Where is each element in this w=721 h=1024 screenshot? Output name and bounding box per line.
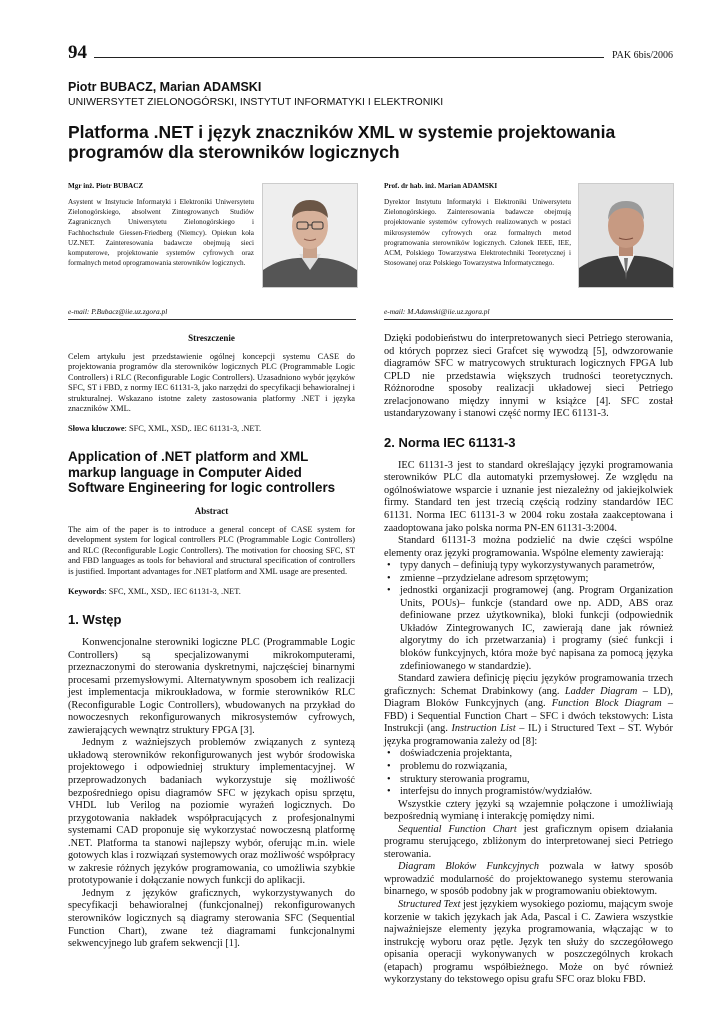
section1-body [68, 637, 355, 951]
section2-p4: Wszystkie cztery języki są wzajemnie połączone i umożliwiają bezpośrednią wymianę i interakcję pomiędzy nimi. [384, 798, 673, 823]
section2-p1: IEC 61131-3 jest to standard określający języki programowania sterowników PLC dla automatyki przemysłowej. Ze względu na ogólnoświatowe wsparcie i uznanie jest niezależny od jakiejkolwiek firmy. Standard ten jest trzecią częścią rodziny standardów IEC 61131. Norma IEC 61131-3 w 2004 roku została zaakceptowana i zaadoptowana jako polska norma PN-EN 61131-3:2004. [384, 459, 673, 534]
list-item: • typy danych – definiują typy wykorzystywanych parametrów, [400, 560, 673, 573]
text-run-italic: Instruction List [451, 723, 516, 735]
streszczenie-text: Celem artykułu jest przedstawienie ogólnej koncepcji systemu CASE do projektowania programów dla sterowników logicznych PLC (Programmable Logic Controllers) i RLC (Reconfigurable Logic Controllers). Uzasadniono wybór języków SFC, ST i FBD, z normy IEC 61131-3, jako narzędzi do specyfikacji behawioralnej i strukturalnej. Wskazano istotne zalety zastosowania platformy .NET i języka znaczników XML. [68, 352, 355, 414]
section1-p3: Jednym z języków graficznych, wykorzystywanych do specyfikacji behawioralnej (funkcjonalnej) rekonfigurowanych sterowników logicznych są diagramy sterowania SFC (Sequential Function Chart), zwane też diagramami funkcjonalnymi sekwencyjnego lub grafem sekwencji [1]. [68, 887, 355, 950]
bio-right-text: Dyrektor Instytutu Informatyki i Elektroniki Uniwersytetu Zielonogórskiego. Zainteresowania badawcze obejmują projektowanie systemów cyfrowych realizowanych w postaci mikrosystemów cyfrowych oraz formalnych metod programowania sterowników logicznych. Członek IEEE, IEE, ACM, Polskiego Towarzystwa Elektrotechniki Teoretycznej i Stosowanej oraz Polskiego Towarzystwa Informatycznego. [384, 198, 571, 268]
section2-p2: Standard 61131-3 można podzielić na dwie części wspólne elementy oraz języki programowania. Wspólne elementy zawierają: [384, 535, 673, 559]
keywords-pl [68, 424, 355, 433]
section1-p1: Konwencjonalne sterowniki logiczne PLC (Programmable Logic Controllers) są specjalizowanymi mikrokomputerami, przeznaczonymi do sterowania dyskretnymi, najczęściej binarnymi procesami przemysłowymi. Alternatywnym sposobem ich realizacji jest implementacja mikroukładowa, w formie sterowników RLC (Reconfigurable Logic Controllers), wbudowanych na przykład do nowoczesnych rekonfigurowanych mikrosystemów cyfrowych, zawierających wewnątrz struktury FPGA [3]. [68, 636, 355, 736]
author-photo-adamski [578, 183, 674, 288]
affiliation: UNIWERSYTET ZIELONOGÓRSKI, INSTYTUT INFORMATYKI I ELEKTRONIKI [68, 96, 444, 108]
section2-p6 [384, 861, 673, 899]
list-item: • interfejsu do innych programistów/wydziałów. [400, 786, 673, 799]
list-item: • problemu do rozwiązania, [400, 761, 673, 774]
header-rule [94, 57, 604, 58]
keywords-pl-label: Słowa kluczowe [68, 424, 125, 434]
language-choice-list [384, 748, 673, 798]
author-photo-bubacz [262, 183, 358, 288]
section2-heading: 2. Norma IEC 61131-3 [384, 434, 516, 450]
list-item: • doświadczenia projektanta, [400, 748, 673, 761]
right-intro-text: Dzięki podobieństwu do interpretowanych sieci Petriego sterowania, od których poprzez sieci Grafcet się wywodzą [5], odwzorowanie diagramów SFC w matrycowych strukturach logicznych FPGA lub CPLD nie przedstawia większych trudności teoretycznych. Różnorodne sposoby realizacji układowej sieci Petriego zrelacjonowano między innymi w książce [4]. SFC został ustandaryzowany i stanowi część normy IEC 61131-3. [384, 333, 673, 420]
section2-p7 [384, 899, 673, 987]
abstract-text: The aim of the paper is to introduce a general concept of CASE system for development system for logical controllers PLC (Programmable Logic Controllers) and RLC (Reconfigurable Logic Controllers). The motivation for choosing SFC, ST and FBD languages as tools for behavioral and structural specification of controllers is justified. Important advantages for .NET platform and XML usage are presented. [68, 524, 355, 576]
divider-left [68, 319, 356, 320]
streszczenie-heading: Streszczenie [188, 333, 235, 343]
bio-left-name: Mgr inż. Piotr BUBACZ [68, 182, 144, 190]
section2-p3 [384, 673, 673, 748]
authors: Piotr BUBACZ, Marian ADAMSKI [68, 80, 262, 94]
text-run-italic: Sequential Function Chart [398, 823, 517, 835]
paper-title: Platforma .NET i język znaczników XML w systemie projektowania programów dla sterowników logicznych [68, 122, 616, 162]
bio-left-text: Asystent w Instytucie Informatyki i Elektroniki Uniwersytetu Zielonogórskiego, absolwent Zintegrowanych Studiów Zagranicznych Uniwersytetu Zielonogórskiego i Fachhochschule Giessen-Friedberg (Niemcy). Opiekun koła UZ.NET. Zainteresowania badawcze obejmują sieci komputerowe, projektowanie systemów cyfrowych oraz formalnych metod oprogramowania sterowników logicznych. [68, 198, 254, 268]
text-run: – IL) i Structured Text – ST. Wybór języka programowania zależy od [8]: [384, 723, 673, 747]
text-run: – FBD) i Sequential Function Chart – SFC i dwóch tekstowych: Lista Instrukcji (ang. [384, 698, 673, 735]
common-elements-list [384, 560, 673, 673]
text-run-italic: Structured Text [398, 898, 461, 910]
section2-body [384, 460, 673, 987]
english-title: Application of .NET platform and XML markup language in Computer Aided Software Engineering for logic controllers [68, 449, 336, 496]
text-run: – LD), Diagram Bloków Funkcyjnych (ang. [384, 685, 673, 710]
text-run-italic: Ladder Diagram [564, 685, 638, 697]
section1-p2: Jednym z ważniejszych problemów związanych z syntezą układową sterowników rekonfigurowanych jest wybór środowiska projektowego i odpowiedniej struktury implementacyjnej. W przeprowadzonych badaniach wykorzystuje się możliwość bezpośredniego opisu diagramów SFC w językach opisu sprzętu, VHDL lub Verilog na poziomie wyrażeń logicznych. Do przygotowania nakładek współpracujących z profesjonalnymi systemami CAD proponuje się wykorzystać nowoczesną platformę .NET. Platforma ta stanowi najlepszy wybór, oferując m.in. wiele gotowych klas i rozwiązań systemowych oraz możliwość współpracy w zakresie różnych języków programowania, co umożliwia szybkie prototypowanie i dołączanie nowych funkcji do aplikacji. [68, 737, 355, 887]
keywords-en [68, 587, 355, 596]
section2-p5 [384, 824, 673, 862]
text-run: jest graficznym opisem działania programu sterującego, zbliżonym do interpretowanej sieci Petriego sterowania. [384, 823, 673, 860]
right-intro [384, 333, 673, 421]
list-item: • jednostki organizacji programowej (ang. Program Organization Units, POUs)– funkcje (standard owe np. ADD, ABS oraz definiowane przez użytkownika), bloki funkcji (odpowiednik Układów Zintegrowanych IC, zawierają dane jak również algorytmy do ich przetwarzania) i programy (sieć funkcji i bloków funkcyjnych, która może być napisana za pomocą języka zdefiniowanego w standardzie). [400, 585, 673, 673]
text-run-italic: Function Block Diagram [551, 698, 662, 710]
text-run: jest językiem wysokiego poziomu, mającym swoje korzenie w takich językach jak Ada, Pascal i C. Zawiera wszystkie najważniejsze elementy języka programowania, włączając w to instrukcję wyboru oraz pętle. Język ten służy do szczegółowego opisania operacji wykonywanych w poszczególnych krokach (etapach) programu współbieżnego. Może on być również wykorzystany do tekstowego opisu grafu SFC oraz bloku FBD. [384, 898, 673, 986]
list-item: • zmienne –przydzielane adresom sprzętowym; [400, 573, 673, 586]
bio-right-email: e-mail: M.Adamski@iie.uz.zgora.pl [384, 307, 490, 316]
divider-right [384, 319, 673, 320]
keywords-en-label: Keywords [68, 586, 105, 596]
journal-ref: PAK 6bis/2006 [612, 50, 674, 61]
abstract-heading: Abstract [194, 505, 229, 516]
text-run: Standard zawiera definicję pięciu języków programowania trzech graficznych: Schemat Drabinkowy (ang. [384, 673, 673, 697]
keywords-pl-value: : SFC, XML, XSD,. IEC 61131-3, .NET. [124, 424, 262, 434]
right-column [384, 333, 673, 987]
text-run: pozwala w łatwy sposób wprowadzić modularność do projektowanego systemu sterowania binarnego, w sposób podobny jak w programowaniu obiektowym. [384, 861, 673, 898]
left-column [68, 333, 355, 951]
list-item: • struktury sterowania programu, [400, 774, 673, 787]
section1-heading: 1. Wstęp [68, 611, 122, 627]
keywords-en-value: : SFC, XML, XSD,. IEC 61131-3, .NET. [104, 586, 241, 596]
page-number: 94 [68, 42, 87, 63]
text-run-italic: Diagram Bloków Funkcyjnych [398, 861, 540, 873]
bio-right-name: Prof. dr hab. inż. Marian ADAMSKI [384, 182, 498, 190]
bio-left-email: e-mail: P.Bubacz@iie.uz.zgora.pl [68, 307, 168, 316]
